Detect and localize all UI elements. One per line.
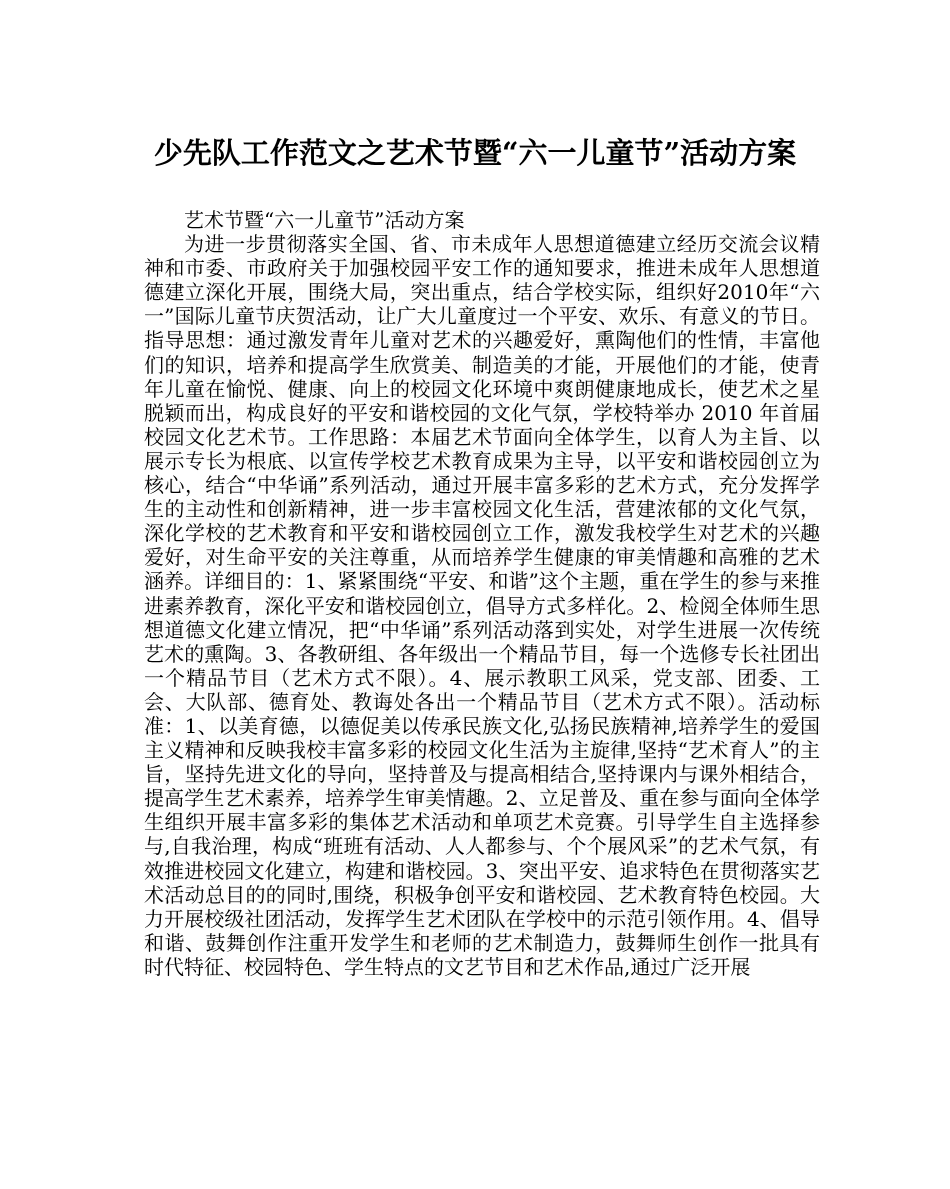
document-title: 少先队工作范文之艺术节暨“六一儿童节”活动方案 (153, 136, 797, 170)
body-paragraph: 为进一步贯彻落实全国、省、市未成年人思想道德建立经历交流会议精神和市委、市政府关于加强校园平安工作的通知要求，推进未成年人思想道德建立深化开展，围绕大局，突出重点，结合学校实际，组织好2010年“六一”国际儿童节庆贺活动，让广大儿童度过一个平安、欢乐、有意义的节日。指导思想：通过激发青年儿童对艺术的兴趣爱好，熏陶他们的性情，丰富他们的知识，培养和提高学生欣赏美、制造美的才能，开展他们的才能，使青年儿童在愉悦、健康、向上的校园文化环境中爽朗健康地成长，使艺术之星脱颖而出，构成良好的平安和谐校园的文化气氛，学校特举办 2010 年首届校园文化艺术节。工作思路：本届艺术节面向全体学生，以育人为主旨、以展示专长为根底、以宣传学校艺术教育成果为主导，以平安和谐校园创立为核心，结合“中华诵”系列活动，通过开展丰富多彩的艺术方式，充分发挥学生的主动性和创新精神，进一步丰富校园文化生活，营建浓郁的文化气氛，深化学校的艺术教育和平安和谐校园创立工作，激发我校学生对艺术的兴趣爱好，对生命平安的关注尊重，从而培养学生健康的审美情趣和高雅的艺术涵养。详细目的：1、紧紧围绕“平安、和谐”这个主题，重在学生的参与来推进素养教育，深化平安和谐校园创立，倡导方式多样化。2、检阅全体师生思想道德文化建立情况，把“中华诵”系列活动落到实处，对学生进展一次传统艺术的熏陶。3、各教研组、各年级出一个精品节目，每一个选修专长社团出一个精品节目（艺术方式不限）。4、展示教职工风采，党支部、团委、工会、大队部、德育处、教诲处各出一个精品节目（艺术方式不限）。活动标准：1、以美育德，以德促美以传承民族文化,弘扬民族精神,培养学生的爱国主义精神和反映我校丰富多彩的校园文化生活为主旋律,坚持“艺术育人”的主旨，坚持先进文化的导向，坚持普及与提高相结合,坚持课内与课外相结合，提高学生艺术素养，培养学生审美情趣。2、立足普及、重在参与面向全体学生组织开展丰富多彩的集体艺术活动和单项艺术竞赛。引导学生自主选择参与,自我治理，构成“班班有活动、人人都参与、个个展风采”的艺术气氛，有效推进校园文化建立，构建和谐校园。3、突出平安、追求特色在贯彻落实艺术活动总目的的同时,围绕，积极争创平安和谐校园、艺术教育特色校园。大力开展校级社团活动，发挥学生艺术团队在学校中的示范引领作用。4、倡导和谐、鼓舞创作注重开发学生和老师的艺术制造力，鼓舞师生创作一批具有时代特征、校园特色、学生特点的文艺节目和艺术作品,通过广泛开展 (144, 232, 820, 979)
document-body (144, 208, 820, 979)
document-subtitle: 艺术节暨“六一儿童节”活动方案 (184, 208, 465, 232)
